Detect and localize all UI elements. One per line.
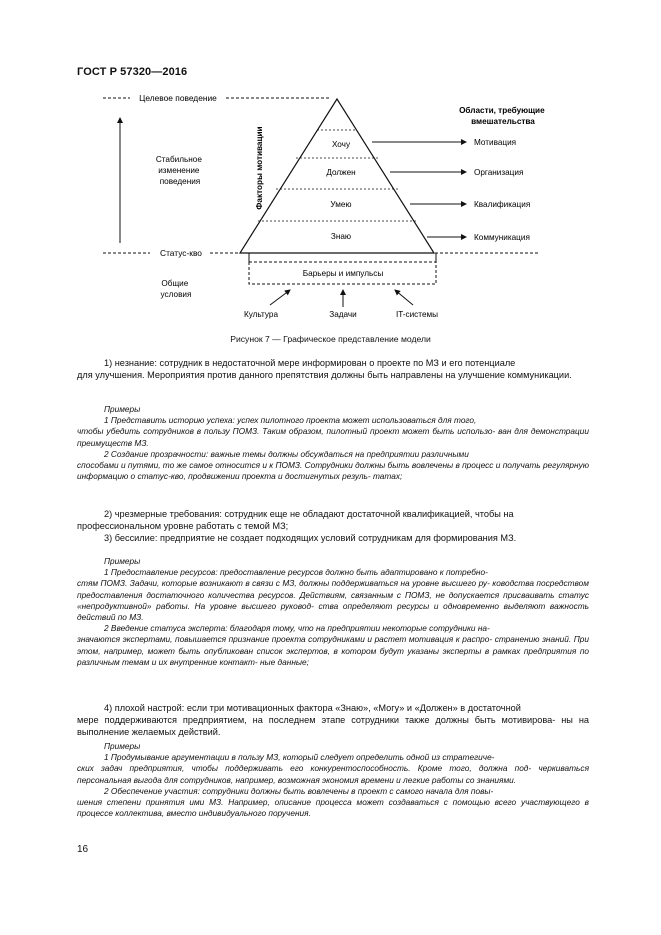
figure-caption: Рисунок 7 — Графическое представление модели [230, 334, 431, 344]
page-number: 16 [77, 844, 89, 855]
intervention-areas-title: Области, требующие вмешательства [459, 106, 545, 126]
item-2-3: 2) чрезмерные требования: сотрудник еще не обладают достаточной квалификацией, чтобы на профессиональном уровне работать с темой МЗ; 3) бессилие: предприятие не создает подходящих условий сотрудникам для формирования МЗ. [77, 509, 517, 544]
area-communication: Коммуникация [474, 233, 530, 242]
area-organization: Организация [474, 168, 524, 177]
examples-2: Примеры 1 Предоставление ресурсов: предоставление ресурсов должно быть адаптировано к потребно- стям ПОМЗ. Задачи, которые возникают в связи с МЗ, должны поддерживаться на уровне высшего ру- ководства посредством предоставления достаточного количества ресурсов. Действиям, связанным с ПОМЗ, не допускается присваивать статус «непродуктивной» работы. На уровне высшего руковод- ства определяют ресурсы и одновременно выделяют важность действий по МЗ. 2 Введение статуса эксперта: благодаря тому, что на предприятии некоторые сотрудники на- значаются экспертами, повышается признание проекта сотрудниками и растет мотивация к распро- странению знаний. При этом, например, может быть опубликован список экспертов, в котором будут указаны эксперты в рамках предприятия по различным темам и их внутренние контакт- ные данные; [77, 556, 589, 667]
barriers-label: Барьеры и импульсы [302, 269, 384, 278]
model-figure [0, 0, 661, 330]
level-can: Умею [330, 200, 352, 209]
common-conditions-label: Общие условия [160, 279, 192, 299]
examples-1: Примеры 1 Представить историю успеха: успех пилотного проекта может использоваться для того, чтобы убедить сотрудников в пользу ПОМЗ. Таким образом, пилотный проект может быть использо- ван для демонстрации преимуществ МЗ. 2 Создание прозрачности: важные темы должны обсуждаться на предприятии различными способами и путями, то же самое относится и к ПОМЗ. Сотрудники должны быть вовлечены в процесс и получать регулярную информацию о статус-кво, продвижении проекта и достигнутых резуль- татах; [77, 404, 589, 482]
examples-heading: Примеры [104, 741, 141, 751]
motivation-factors-label: Факторы мотивации [255, 126, 264, 210]
examples-3: Примеры 1 Продумывание аргументации в пользу МЗ, который следует определить одной из стратегиче- ских задач предприятия, чтобы поддерживать его конкурентоспособность. Кроме того, должна под- черкиваться персональная выгода для сотрудников, например, возможная экономия времени и легкие работы со знаниями. 2 Обеспечение участия: сотрудники должны быть вовлечены в проект с самого начала для повы- шения степени принятия ими МЗ. Например, описание процесса может создаваться с помощью всего участвующего в процессе коллектива, вместо индивидуального поручения. [77, 741, 589, 819]
input-tasks: Задачи [329, 310, 357, 319]
item-4: 4) плохой настрой: если три мотивационных фактора «Знаю», «Могу» и «Должен» в достаточной мере поддерживаются предприятием, на последнем этапе сотрудники также должны быть мотивирова- ны на выполнение желаемых действий. [77, 703, 589, 738]
examples-heading: Примеры [104, 556, 141, 566]
level-must: Должен [326, 168, 356, 177]
item-1: 1) незнание: сотрудник в недостаточной мере информирован о проекте по МЗ и его потенциале для улучшения. Мероприятия против данного препятствия должны быть направлены на улучшение коммуникации. [77, 358, 572, 381]
examples-heading: Примеры [104, 404, 141, 414]
area-motivation: Мотивация [474, 138, 517, 147]
input-it: IT-системы [395, 310, 439, 319]
level-want: Хочу [331, 140, 351, 149]
area-qualification: Квалификация [474, 200, 531, 209]
level-know: Знаю [330, 232, 352, 241]
status-quo-label: Статус-кво [160, 248, 202, 258]
target-behavior-label: Целевое поведение [139, 93, 217, 103]
input-culture: Культура [243, 310, 279, 319]
document-header: ГОСТ Р 57320—2016 [77, 66, 188, 78]
stable-change-label: Стабильное изменение поведения [155, 155, 202, 186]
